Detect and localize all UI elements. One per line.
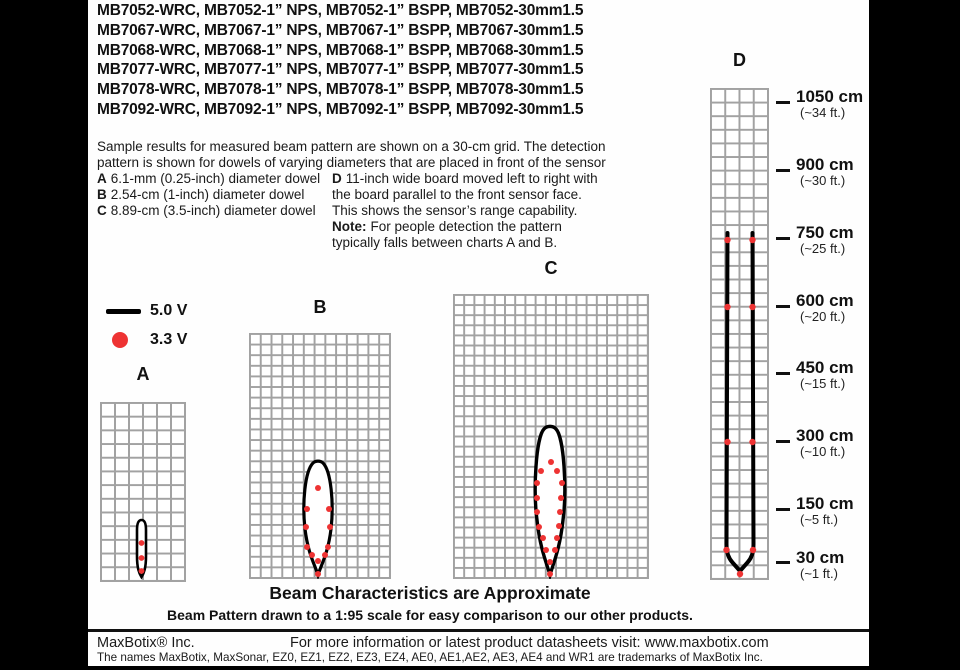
chart-b-grid (249, 333, 391, 579)
scale-cm-label: 300 cm (796, 426, 854, 445)
company-name: MaxBotix® Inc. (97, 635, 195, 651)
model-line: MB7077-WRC, MB7077-1” NPS, MB7077-1” BSPP, MB7077-30mm1.5 (97, 61, 584, 79)
scale-cm-label: 900 cm (796, 155, 854, 174)
dowel-letter: C (97, 202, 107, 218)
note-line (332, 219, 598, 235)
board-line: This shows the sensor’s range capability. (332, 202, 578, 218)
chart-a-label: A (136, 364, 150, 384)
scale-tick (776, 372, 790, 375)
chart-c-grid (453, 294, 649, 579)
scale-note: Beam Pattern drawn to a 1:95 scale for easy comparison to our other products. (167, 607, 693, 623)
intro-text (97, 139, 606, 171)
model-line: MB7067-WRC, MB7067-1” NPS, MB7067-1” BSPP, MB7067-30mm1.5 (97, 21, 584, 39)
approx-heading: Beam Characteristics are Approximate (269, 583, 591, 603)
scale-ft-label: (~25 ft.) (800, 241, 846, 256)
legend-3v3-label: 3.3 V (150, 331, 188, 348)
scale-tick (776, 305, 790, 308)
scale-cm-label: 30 cm (796, 548, 845, 567)
model-line: MB7078-WRC, MB7078-1” NPS, MB7078-1” BSPP, MB7078-30mm1.5 (97, 81, 584, 99)
scale-cm-label: 1050 cm (796, 87, 864, 106)
board-letter: D (332, 171, 342, 186)
scale-ft-label: (~34 ft.) (800, 105, 846, 120)
chart-d-grid (710, 88, 769, 580)
dowel-item-a (97, 171, 320, 187)
scale-tick (776, 508, 790, 511)
scale-cm-label: 600 cm (796, 291, 854, 310)
chart-d-label: D (733, 50, 746, 70)
note-label: Note: (332, 218, 367, 234)
trademark-text: The names MaxBotix, MaxSonar, EZ0, EZ1, EZ2, EZ3, EZ4, AE0, AE1,AE2, AE3, AE4 and WR1 are trademarks of MaxBotix Inc. (97, 651, 763, 664)
chart-c-label: C (544, 258, 558, 278)
board-description (332, 171, 598, 251)
board-line: the board parallel to the front sensor face. (332, 186, 582, 202)
more-info-text: For more information or latest product datasheets visit: www.maxbotix.com (290, 635, 769, 651)
intro-line: Sample results for measured beam pattern are shown on a 30-cm grid. The detection (97, 139, 606, 154)
model-line: MB7052-WRC, MB7052-1” NPS, MB7052-1” BSPP, MB7052-30mm1.5 (97, 2, 584, 19)
scale-ft-label: (~10 ft.) (800, 444, 846, 459)
dowel-item-b (97, 187, 320, 203)
board-line (332, 171, 598, 187)
scale-ft-label: (~15 ft.) (800, 376, 846, 391)
scale-ft-label: (~5 ft.) (800, 512, 838, 527)
scale-tick (776, 101, 790, 104)
dowel-text: 8.89-cm (3.5-inch) diameter dowel (110, 202, 316, 218)
scale-ft-label: (~30 ft.) (800, 173, 846, 188)
note-text: For people detection the pattern (370, 218, 562, 234)
legend-3v3-dot-swatch (112, 332, 128, 348)
scale-ft-label: (~1 ft.) (800, 566, 838, 581)
dowel-list (97, 171, 320, 219)
scale-tick (776, 169, 790, 172)
chart-a-grid (100, 402, 186, 582)
intro-line: pattern is shown for dowels of varying diameters that are placed in front of the sensor (97, 154, 606, 170)
scale-tick (776, 237, 790, 240)
product-model-list (97, 1, 583, 120)
scale-ft-label: (~20 ft.) (800, 309, 846, 324)
footer-divider (88, 629, 869, 632)
model-line: MB7068-WRC, MB7068-1” NPS, MB7068-1” BSPP, MB7068-30mm1.5 (97, 41, 584, 59)
dowel-text: 6.1-mm (0.25-inch) diameter dowel (110, 171, 321, 186)
scale-cm-label: 450 cm (796, 358, 854, 377)
chart-b-label: B (313, 297, 327, 317)
board-text: 11-inch wide board moved left to right with (345, 171, 598, 186)
scale-tick (776, 440, 790, 443)
legend-5v-line-swatch (106, 309, 141, 314)
note-line: typically falls between charts A and B. (332, 234, 558, 250)
scale-tick (776, 561, 790, 564)
model-line: MB7092-WRC, MB7092-1” NPS, MB7092-1” BSPP, MB7092-30mm1.5 (97, 100, 584, 118)
scale-cm-label: 150 cm (796, 494, 854, 513)
legend-5v-label: 5.0 V (150, 302, 188, 319)
dowel-letter: A (97, 171, 107, 186)
dowel-item-c (97, 203, 320, 219)
dowel-text: 2.54-cm (1-inch) diameter dowel (110, 186, 305, 202)
scale-cm-label: 750 cm (796, 223, 854, 242)
dowel-letter: B (97, 186, 107, 202)
